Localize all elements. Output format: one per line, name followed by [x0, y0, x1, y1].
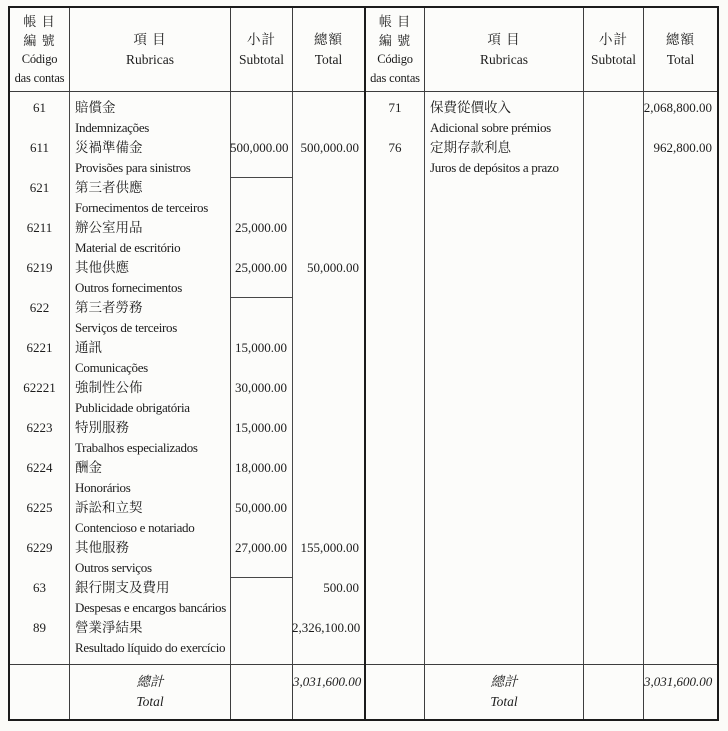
total-amount: [292, 418, 364, 458]
subtotal-amount: 500,000.00: [230, 138, 292, 178]
subtotal-amount: 30,000.00: [235, 380, 287, 395]
table-row: [10, 218, 364, 258]
total-amount: 2,326,100.00: [292, 620, 361, 635]
subtotal-column-header: [230, 8, 292, 91]
code-column-header: [366, 8, 424, 91]
account-code: 6211: [26, 220, 53, 235]
rubric-pt: Honorários: [75, 480, 131, 495]
total-column-header: [292, 8, 364, 91]
total-header-pt: Total: [666, 51, 695, 67]
table-row: [10, 138, 364, 178]
rubric-pt: Serviços de terceiros: [75, 320, 177, 335]
account-code: 611: [29, 140, 50, 155]
subtotal-header-zh: 小計: [599, 31, 628, 47]
total-amount: 2,068,800.00: [643, 100, 712, 115]
rubric-pt: Contencioso e notariado: [75, 520, 195, 535]
account-code: 89: [33, 620, 46, 635]
subtotal-amount: 25,000.00: [230, 258, 292, 298]
rubric-pt: Juros de depósitos a prazo: [430, 160, 559, 175]
account-code: 6225: [26, 500, 53, 515]
rubric: [69, 138, 230, 178]
subtotal-amount: 15,000.00: [235, 340, 287, 355]
code-column-header: [10, 8, 69, 91]
rubric-zh: 定期存款利息: [430, 140, 511, 155]
rubric-zh: 辦公室用品: [75, 220, 143, 235]
item-column-header: [424, 8, 583, 91]
code-header-zh-1: 帳 目: [23, 13, 56, 29]
grand-total-zh: 總計: [490, 674, 518, 689]
footer-code-cell: [10, 665, 69, 719]
rubric-pt: Publicidade obrigatória: [75, 400, 190, 415]
item-column-header: [69, 8, 230, 91]
grand-total-zh: 總計: [136, 674, 164, 689]
table-row: [10, 338, 364, 378]
grand-total-pt: Total: [490, 694, 518, 709]
table-row: [10, 178, 364, 218]
revenues-table: [366, 8, 717, 719]
item-header-zh: 項 目: [133, 31, 167, 47]
rubric: [69, 578, 230, 618]
budget-table-sheet: [8, 6, 719, 721]
code-header-zh-2: 編 號: [23, 32, 56, 48]
table-row: [366, 98, 717, 138]
subtotal-amount: [230, 578, 292, 618]
subtotal-amount: 18,000.00: [235, 460, 287, 475]
rubric-zh: 酬金: [75, 460, 102, 475]
rubric-pt: Comunicações: [75, 360, 148, 375]
rubric: [69, 458, 230, 498]
footer-subtotal-cell: [230, 665, 292, 719]
subtotal-amount: [230, 178, 292, 218]
account-code: 622: [29, 300, 50, 315]
rubric-zh: 特別服務: [75, 420, 129, 435]
account-code: 6223: [26, 420, 53, 435]
total-amount: [292, 498, 364, 538]
account-code: 621: [29, 180, 50, 195]
subtotal-amount: 27,000.00: [230, 538, 292, 578]
rubric: [424, 98, 583, 138]
code-header-zh-2: 編 號: [378, 32, 412, 48]
total-amount: [292, 378, 364, 418]
account-code: 76: [388, 140, 402, 155]
item-header-zh: 項 目: [487, 31, 521, 47]
account-code: 6219: [26, 260, 53, 275]
total-amount: [292, 218, 364, 258]
total-header-zh: 總額: [314, 31, 343, 47]
rubric: [69, 378, 230, 418]
rubric-pt: Despesas e encargos bancários: [75, 600, 226, 615]
subtotal-header-pt: Subtotal: [590, 51, 636, 67]
rubric-zh: 訴訟和立契: [75, 500, 143, 515]
rubric: [69, 498, 230, 538]
rubric: [69, 298, 230, 338]
rubric-zh: 其他供應: [75, 260, 129, 275]
revenues-grand-total-row: [366, 664, 717, 719]
subtotal-amount: [230, 298, 292, 338]
expenses-table: [10, 8, 364, 719]
total-header-pt: Total: [314, 51, 343, 67]
rubric-zh: 第三者供應: [75, 180, 143, 195]
total-header-zh: 總額: [666, 31, 695, 47]
grand-total-amount: 3,031,600.00: [292, 665, 364, 719]
account-code: 71: [388, 100, 402, 115]
rubric: [69, 218, 230, 258]
subtotal-header-pt: Subtotal: [238, 51, 284, 67]
rubric-pt: Outros serviços: [75, 560, 152, 575]
subtotal-amount: [583, 138, 643, 178]
subtotal-amount: [583, 98, 643, 138]
table-row: [10, 458, 364, 498]
total-amount: [292, 338, 364, 378]
table-row: [10, 258, 364, 298]
table-row: [10, 378, 364, 418]
grand-total-pt: Total: [136, 694, 164, 709]
rubric-pt: Adicional sobre prémios: [430, 120, 551, 135]
item-header-pt: Rubricas: [480, 51, 528, 67]
table-row: [10, 298, 364, 338]
rubric-zh: 災禍準備金: [75, 140, 143, 155]
expenses-grand-total-row: [10, 664, 364, 719]
total-column-header: [643, 8, 717, 91]
rubric-zh: 強制性公佈: [75, 380, 143, 395]
total-amount: [292, 458, 364, 498]
rubric: [69, 618, 230, 658]
table-row: [10, 418, 364, 458]
total-amount: [292, 298, 364, 338]
total-amount: [292, 98, 364, 138]
rubric-pt: Provisões para sinistros: [75, 160, 191, 175]
rubric-pt: Indemnizações: [75, 120, 150, 135]
subtotal-column-header: [583, 8, 643, 91]
rubric-zh: 賠償金: [75, 100, 116, 115]
code-header-pt-2: das contas: [370, 70, 420, 85]
expenses-table-body: [10, 92, 364, 664]
subtotal-amount: [230, 618, 292, 658]
table-row: [10, 98, 364, 138]
code-header-pt-1: Código: [21, 51, 58, 66]
rubric: [69, 338, 230, 378]
total-amount: 50,000.00: [307, 260, 359, 275]
account-code: 6229: [26, 540, 53, 555]
rubric: [69, 98, 230, 138]
account-code: 62221: [23, 380, 56, 395]
footer-code-cell: [366, 665, 424, 719]
account-code: 6224: [26, 460, 53, 475]
rubric-zh: 保費從價收入: [430, 100, 511, 115]
total-amount: 962,800.00: [653, 140, 712, 155]
rubric-zh: 其他服務: [75, 540, 129, 555]
code-header-pt-2: das contas: [14, 70, 65, 85]
rubric-zh: 營業淨結果: [75, 620, 143, 635]
account-code: 61: [33, 100, 46, 115]
grand-total-amount: 3,031,600.00: [643, 665, 717, 719]
subtotal-amount: 50,000.00: [235, 500, 287, 515]
item-header-pt: Rubricas: [126, 51, 174, 67]
account-code: 6221: [26, 340, 53, 355]
rubric: [69, 178, 230, 218]
code-header-pt-1: Código: [377, 51, 413, 66]
subtotal-amount: 15,000.00: [235, 420, 287, 435]
rubric: [69, 258, 230, 298]
rubric-zh: 第三者勞務: [75, 300, 143, 315]
expenses-table-header: [10, 8, 364, 92]
grand-total-label: [69, 665, 230, 719]
total-amount: [292, 178, 364, 218]
rubric-pt: Resultado líquido do exercício: [75, 640, 226, 655]
rubric: [424, 138, 583, 178]
code-header-zh-1: 帳 目: [378, 13, 412, 29]
footer-subtotal-cell: [583, 665, 643, 719]
table-row: [10, 618, 364, 658]
revenues-table-body: [366, 92, 717, 664]
rubric-zh: 銀行開支及費用: [75, 580, 170, 595]
table-row: [366, 138, 717, 178]
subtotal-header-zh: 小計: [247, 31, 276, 47]
rubric-pt: Trabalhos especializados: [75, 440, 198, 455]
subtotal-amount: [230, 98, 292, 138]
table-row: [10, 578, 364, 618]
total-amount: 155,000.00: [300, 540, 359, 555]
rubric-pt: Material de escritório: [75, 240, 181, 255]
total-amount: 500.00: [323, 580, 359, 595]
rubric: [69, 538, 230, 578]
grand-total-label: [424, 665, 583, 719]
account-code: 63: [33, 580, 46, 595]
table-row: [10, 538, 364, 578]
rubric-zh: 通訊: [75, 340, 102, 355]
subtotal-amount: 25,000.00: [235, 220, 287, 235]
rubric: [69, 418, 230, 458]
revenues-table-header: [366, 8, 717, 92]
total-amount: 500,000.00: [300, 140, 359, 155]
table-row: [10, 498, 364, 538]
rubric-pt: Outros fornecimentos: [75, 280, 183, 295]
rubric-pt: Fornecimentos de terceiros: [75, 200, 208, 215]
